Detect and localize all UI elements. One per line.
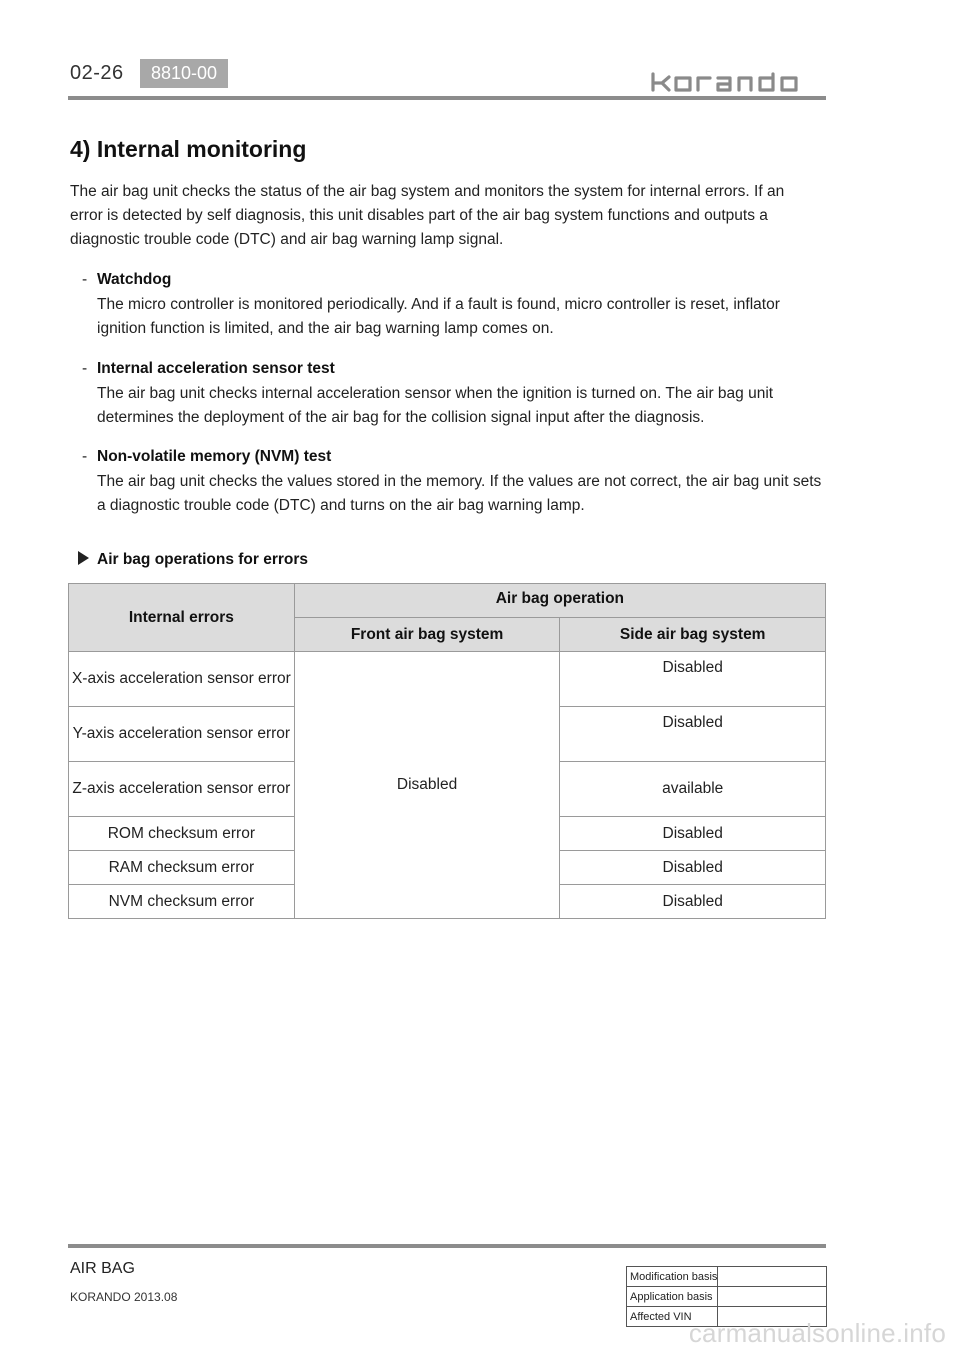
cell-error: ROM checksum error <box>69 817 295 851</box>
header-internal-errors: Internal errors <box>69 584 295 652</box>
header-air-bag-operation: Air bag operation <box>294 584 825 618</box>
cell-front-status: Disabled <box>294 652 560 919</box>
header-side-air-bag: Side air bag system <box>560 618 826 652</box>
revision-label: Modification basis <box>627 1267 718 1287</box>
section-code-badge: 8810-00 <box>140 59 228 88</box>
korando-logo-icon <box>650 72 828 92</box>
cell-error: NVM checksum error <box>69 885 295 919</box>
cell-error: Z-axis acceleration sensor error <box>69 762 295 817</box>
table-heading-text: Air bag operations for errors <box>97 551 309 568</box>
cell-side-status: available <box>560 762 826 817</box>
cell-error: RAM checksum error <box>69 851 295 885</box>
bullet-body: The micro controller is monitored periodically. And if a fault is found, micro controller is reset, inflator ignition function is limited, and the air bag warning lamp comes on. <box>97 295 780 337</box>
cell-error: X-axis acceleration sensor error <box>69 652 295 707</box>
footer-divider <box>68 1244 826 1248</box>
cell-side-status: Disabled <box>560 851 826 885</box>
revision-label: Affected VIN <box>627 1307 718 1327</box>
bullet-dash: - <box>82 360 88 377</box>
bullet-title: Internal acceleration sensor test <box>97 360 335 377</box>
revision-value <box>718 1287 827 1307</box>
bullet-dash: - <box>82 271 88 288</box>
table-heading <box>78 551 308 569</box>
cell-side-status: Disabled <box>560 885 826 919</box>
revision-row <box>627 1287 827 1307</box>
table-row <box>69 652 826 707</box>
triangle-bullet-icon <box>78 551 89 565</box>
bullet-acceleration-sensor-test <box>82 357 822 431</box>
cell-side-status: Disabled <box>560 817 826 851</box>
table-header-row <box>69 584 826 618</box>
bullet-body: The air bag unit checks internal acceleration sensor when the ignition is turned on. The air bag unit determines the deployment of the air bag for the collision signal input after the diagnosis. <box>97 384 774 426</box>
watermark-link[interactable]: carmanualsonline.info <box>688 1318 946 1348</box>
footer-model-date: KORANDO 2013.08 <box>70 1290 178 1304</box>
cell-side-status: Disabled <box>560 707 826 762</box>
revision-row <box>627 1267 827 1287</box>
intro-paragraph: The air bag unit checks the status of the air bag system and monitors the system for internal errors. If an error is detected by self diagnosis, this unit disables part of the air bag system functions and outputs a diagnostic trouble code (DTC) and air bag warning lamp signal. <box>70 183 785 248</box>
cell-side-status: Disabled <box>560 652 826 707</box>
bullet-body: The air bag unit checks the values stored in the memory. If the values are not correct, the air bag unit sets a diagnostic trouble code (DTC) and turns on the air bag warning lamp. <box>97 472 822 514</box>
bullet-nvm-test <box>82 445 822 519</box>
section-title: 4) Internal monitoring <box>70 136 307 162</box>
bullet-dash: - <box>82 448 88 465</box>
footer-chapter-title: AIR BAG <box>70 1260 135 1277</box>
bullet-watchdog <box>82 268 822 342</box>
header-divider <box>68 96 826 100</box>
cell-error: Y-axis acceleration sensor error <box>69 707 295 762</box>
revision-value <box>718 1267 827 1287</box>
bullet-title: Non-volatile memory (NVM) test <box>97 448 332 465</box>
revision-label: Application basis <box>627 1287 718 1307</box>
page-number: 02-26 <box>70 62 124 84</box>
header-front-air-bag: Front air bag system <box>294 618 560 652</box>
air-bag-errors-table <box>68 583 826 919</box>
bullet-title: Watchdog <box>97 271 172 288</box>
